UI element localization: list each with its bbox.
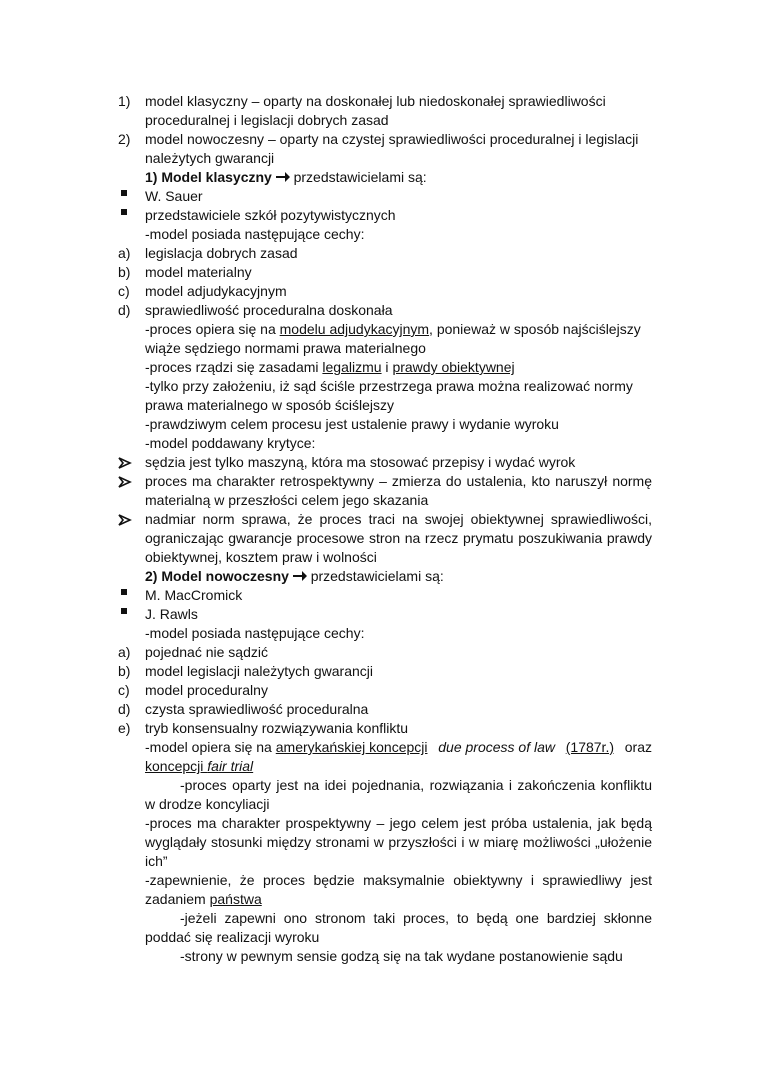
text-line: pojednać nie sądzić [145, 644, 268, 660]
list-marker: a) [118, 644, 131, 660]
heading-bold: 1) Model klasyczny [145, 169, 272, 185]
text-line: -prawdziwym celem procesu jest ustalenie prawy i wydanie wyroku [145, 416, 559, 432]
text-line: proces ma charakter retrospektywny – zmierza do ustalenia, kto naruszył normę [145, 473, 652, 489]
text-line: model klasyczny – oparty na doskonałej lub niedoskonałej sprawiedliwości [145, 93, 606, 109]
text-line: przedstawiciele szkół pozytywistycznych [145, 207, 396, 223]
square-bullet-icon [121, 608, 127, 614]
text-line: -model posiada następujące cechy: [145, 226, 365, 242]
italic-term: due process of law [438, 739, 555, 755]
text-line: wiąże sędziego normami prawa materialnego [145, 340, 426, 356]
list-marker: c) [118, 283, 130, 299]
list-marker: c) [118, 682, 130, 698]
text-line: model materialny [145, 264, 252, 280]
text-line: -proces opiera się na modelu adjudykacyjnym, ponieważ w sposób najściślejszy [145, 321, 641, 337]
text-line: proceduralnej i legislacji dobrych zasad [145, 112, 389, 128]
text-line: -model poddawany krytyce: [145, 435, 316, 451]
text-line: model nowoczesny – oparty na czystej sprawiedliwości proceduralnej i legislacji [145, 131, 639, 147]
text-line: tryb konsensualny rozwiązywania konfliktu [145, 720, 409, 736]
text-line: nadmiar norm sprawa, że proces traci na swojej obiektywnej sprawiedliwości, [145, 511, 652, 527]
list-marker: a) [118, 245, 131, 261]
section-heading-classic: 1) Model klasyczny przedstawicielami są: [145, 168, 652, 188]
text-line: ich” [145, 853, 168, 869]
text-line: poddać się realizacji wyroku [145, 929, 320, 945]
text-line: model adjudykacyjnym [145, 283, 287, 299]
list-marker: e) [118, 720, 131, 736]
list-marker: b) [118, 264, 131, 280]
text-line: -jeżeli zapewni ono stronom taki proces, to będą one bardziej skłonne [180, 910, 652, 926]
text-line: -model opiera się na amerykańskiej koncepcji due process of law (1787r.) oraz [145, 739, 652, 755]
text-line: W. Sauer [145, 188, 203, 204]
underlined-term: modelu adjudykacyjnym [279, 321, 430, 337]
text-line: materialną w przeszłości celem jego skazania [145, 492, 429, 508]
square-bullet-icon [121, 589, 127, 595]
arrowhead-bullet-icon [118, 457, 134, 469]
underlined-term: prawdy obiektywnej [392, 359, 515, 375]
text-line: prawa materialnego w sposób ściślejszy [145, 397, 394, 413]
text-line: M. MacCromick [145, 587, 243, 603]
text-line: wyglądały stosunki między stronami w przyszłości i w miarę możliwości „ułożenie [145, 834, 652, 850]
underlined-term: państwa [209, 891, 262, 907]
square-bullet-icon [121, 209, 127, 215]
text-line: -tylko przy założeniu, iż sąd ściśle przestrzega prawa można realizować normy [145, 378, 633, 394]
text-line: sędzia jest tylko maszyną, która ma stosować przepisy i wydać wyrok [145, 454, 576, 470]
text-line: należytych gwarancji [145, 150, 275, 166]
heading-bold: 2) Model nowoczesny [145, 568, 289, 584]
list-marker: 1) [118, 93, 131, 109]
underlined-term: (1787r.) [565, 739, 614, 755]
list-marker: 2) [118, 131, 131, 147]
arrowhead-bullet-icon [118, 514, 134, 526]
arrowhead-bullet-icon [118, 476, 134, 488]
text-line: obiektywnej, kosztem praw i wolności [145, 549, 377, 565]
text-line: czysta sprawiedliwość proceduralna [145, 701, 369, 717]
text-line: ograniczając gwarancje procesowe stron na rzecz prymatu poszukiwania prawdy [145, 530, 652, 546]
section-heading-modern: 2) Model nowoczesny przedstawicielami są: [145, 567, 652, 587]
list-marker: d) [118, 302, 131, 318]
bold-right-arrow-icon [293, 568, 307, 587]
text-line: -zapewnienie, że proces będzie maksymalnie obiektywny i sprawiedliwy jest [145, 872, 652, 888]
text-line: J. Rawls [145, 606, 198, 622]
text-line: -proces oparty jest na idei pojednania, rozwiązania i zakończenia konfliktu [180, 777, 652, 793]
text-line: -model posiada następujące cechy: [145, 625, 365, 641]
text-line [145, 757, 652, 776]
underlined-term: koncepcji fair trial [145, 758, 254, 774]
text-line: w drodze koncyliacji [145, 796, 270, 812]
underlined-term: amerykańskiej koncepcji [275, 739, 428, 755]
list-marker: b) [118, 663, 131, 679]
text-line: -proces rządzi się zasadami legalizmu i prawdy obiektywnej [145, 359, 515, 375]
text-line: -strony w pewnym sensie godzą się na tak wydane postanowienie sądu [180, 948, 623, 964]
bold-right-arrow-icon [276, 169, 290, 188]
text-line: model proceduralny [145, 682, 268, 698]
list-marker: d) [118, 701, 131, 717]
underlined-term: legalizmu [322, 359, 382, 375]
text-line: legislacja dobrych zasad [145, 245, 298, 261]
text-line: -proces ma charakter prospektywny – jego celem jest próba ustalenia, jak będą [145, 815, 652, 831]
text-line: sprawiedliwość proceduralna doskonała [145, 302, 393, 318]
text-line: model legislacji należytych gwarancji [145, 663, 373, 679]
text-line: zadaniem państwa [145, 891, 262, 907]
square-bullet-icon [121, 190, 127, 196]
